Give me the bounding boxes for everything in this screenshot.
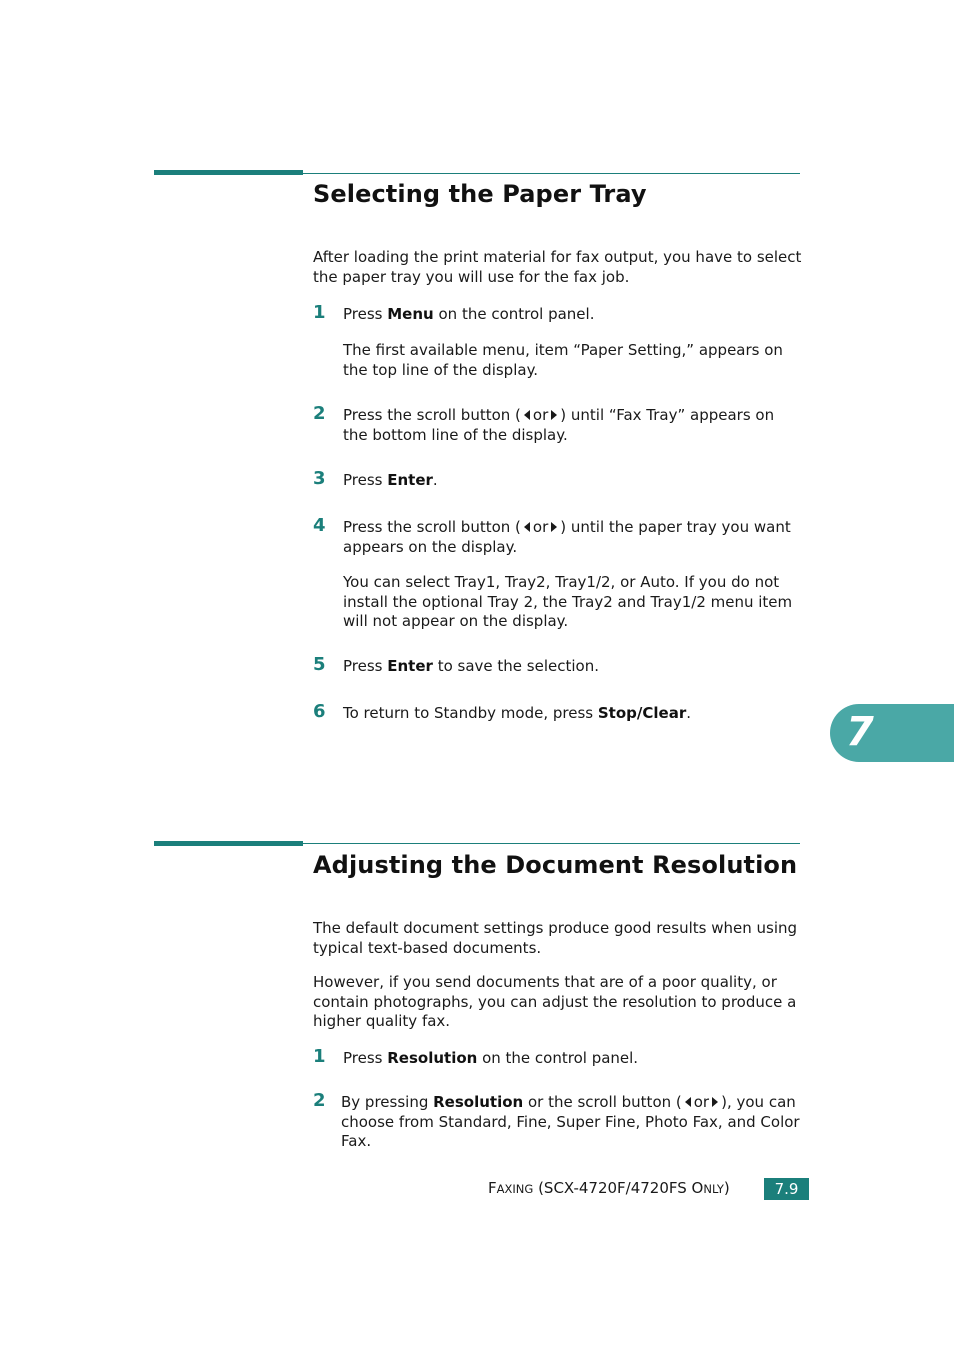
step-number: 4 xyxy=(313,515,326,536)
intro-paragraph: After loading the print material for fax output, you have to select the paper tray you will use for the fax job. xyxy=(313,248,802,286)
step-number: 6 xyxy=(313,701,326,722)
section-rule-thick xyxy=(154,841,303,846)
step-text: Press Menu on the control panel. xyxy=(343,305,595,323)
step-text: Press the scroll button ( or ) until the paper tray you want appears on the display. xyxy=(343,518,791,556)
section-title-resolution: Adjusting the Document Resolution xyxy=(313,851,798,879)
intro-paragraph: The default document settings produce good results when using typical text-based documents. xyxy=(313,919,798,957)
scroll-left-icon xyxy=(524,410,530,420)
step-number: 2 xyxy=(313,1090,326,1111)
button-name: Enter xyxy=(387,657,433,675)
page-number: 7.9 xyxy=(764,1178,809,1200)
chapter-number: 7 xyxy=(846,709,874,755)
scroll-left-icon xyxy=(524,522,530,532)
scroll-right-icon xyxy=(712,1097,718,1107)
step-text: By pressing Resolution or the scroll button ( or ), you can choose from Standard, Fine, Super Fine, Photo Fax, and Color Fax. xyxy=(341,1093,800,1151)
intro-paragraph: However, if you send documents that are of a poor quality, or contain photographs, you can adjust the resolution to produce a higher quality fax. xyxy=(313,973,797,1031)
step-text: Press Resolution on the control panel. xyxy=(343,1049,639,1067)
button-name: Resolution xyxy=(387,1049,478,1067)
step-text: Press Enter to save the selection. xyxy=(343,657,599,675)
footer-chapter-title: FAXING (SCX-4720F/4720FS ONLY) xyxy=(488,1179,730,1197)
scroll-right-icon xyxy=(551,522,557,532)
section-rule-thin xyxy=(303,173,800,174)
step-number: 2 xyxy=(313,403,326,424)
step-number: 1 xyxy=(313,1046,326,1067)
section-rule-thick xyxy=(154,170,303,175)
button-name: Resolution xyxy=(433,1093,524,1111)
step-number: 1 xyxy=(313,302,326,323)
step-text: Press Enter. xyxy=(343,471,438,489)
button-name: Stop/Clear xyxy=(597,704,687,722)
step-text: To return to Standby mode, press Stop/Clear. xyxy=(343,704,691,722)
button-name: Enter xyxy=(387,471,433,489)
scroll-left-icon xyxy=(685,1097,691,1107)
section-rule-thin xyxy=(303,843,800,844)
step-number: 5 xyxy=(313,654,326,675)
step-note: The first available menu, item “Paper Setting,” appears on the top line of the display. xyxy=(343,341,783,379)
button-name: Menu xyxy=(387,305,434,323)
step-number: 3 xyxy=(313,468,326,489)
scroll-right-icon xyxy=(551,410,557,420)
section-title-paper-tray: Selecting the Paper Tray xyxy=(313,180,647,208)
step-note: You can select Tray1, Tray2, Tray1/2, or Auto. If you do not install the optional Tray 2, the Tray2 and Tray1/2 menu item will not appear on the display. xyxy=(343,573,793,631)
step-text: Press the scroll button ( or ) until “Fax Tray” appears on the bottom line of the display. xyxy=(343,406,775,444)
